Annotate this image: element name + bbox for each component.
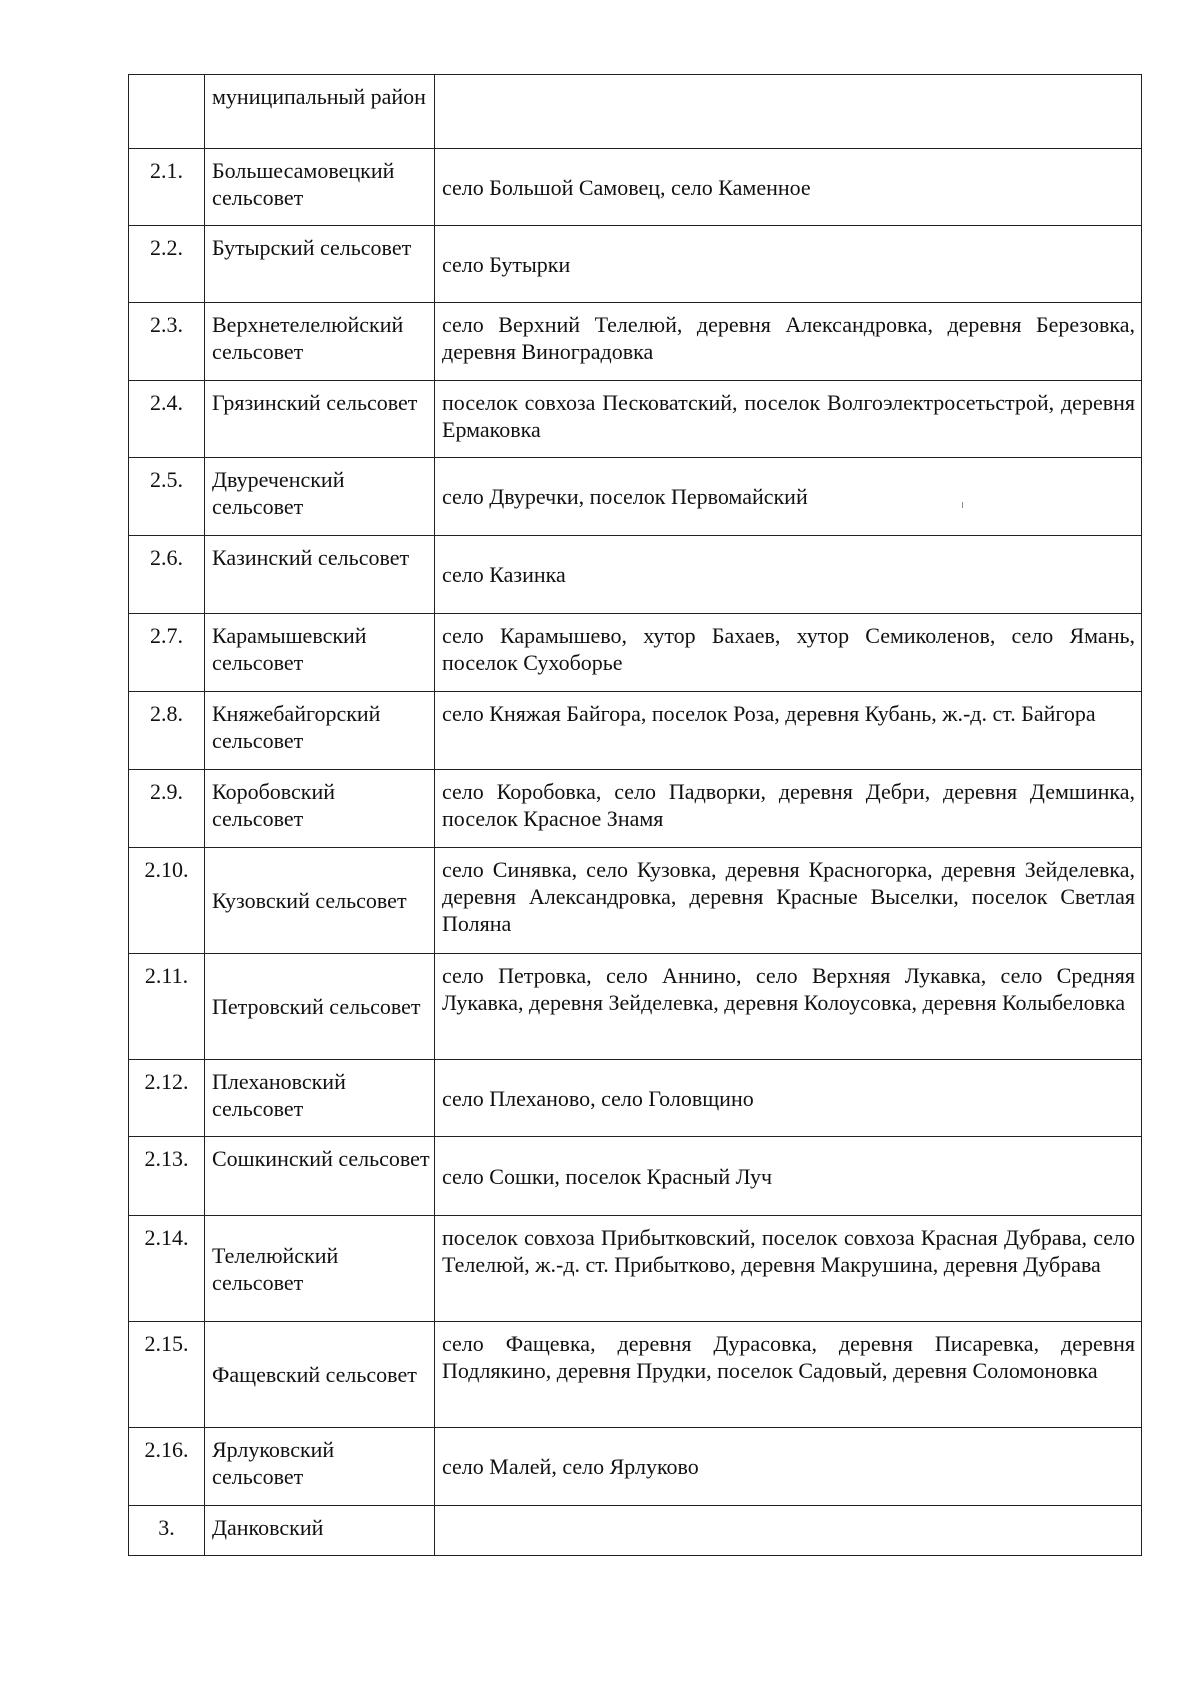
municipality-name: Карамышевский сельсовет: [205, 614, 435, 692]
table-row: [129, 1060, 1142, 1137]
municipality-name: Данковский: [205, 1506, 435, 1556]
row-number: 2.5.: [129, 458, 205, 536]
row-number: 2.7.: [129, 614, 205, 692]
table-row: [129, 1428, 1142, 1506]
municipality-name: Ярлуковский сельсовет: [205, 1428, 435, 1506]
settlements-list: село Бутырки: [435, 226, 1142, 303]
municipality-name: Коробовский сельсовет: [205, 770, 435, 848]
settlements-list: село Фащевка, деревня Дурасовка, деревня Писаревка, деревня Подлякино, деревня Прудки, поселок Садовый, деревня Соломоновка: [435, 1322, 1142, 1428]
settlements-list: село Карамышево, хутор Бахаев, хутор Семиколенов, село Ямань, поселок Сухоборье: [435, 614, 1142, 692]
municipality-name: Бутырский сельсовет: [205, 226, 435, 303]
municipality-name: Петровский сельсовет: [205, 954, 435, 1060]
table-row: [129, 381, 1142, 458]
settlements-list: село Синявка, село Кузовка, деревня Красногорка, деревня Зейделевка, деревня Александровка, деревня Красные Выселки, поселок Светлая Поляна: [435, 848, 1142, 954]
settlements-list: поселок совхоза Песковатский, поселок Волгоэлектросетьстрой, деревня Ермаковка: [435, 381, 1142, 458]
row-number: 2.4.: [129, 381, 205, 458]
settlements-list: [435, 75, 1142, 149]
row-number: 2.10.: [129, 848, 205, 954]
table-row: [129, 1137, 1142, 1216]
municipality-name: Телелюйский сельсовет: [205, 1216, 435, 1322]
municipality-name: Казинский сельсовет: [205, 536, 435, 614]
row-number: 2.6.: [129, 536, 205, 614]
row-number: 2.14.: [129, 1216, 205, 1322]
row-number: 2.9.: [129, 770, 205, 848]
settlements-list: село Большой Самовец, село Каменное: [435, 149, 1142, 226]
municipality-name: Сошкинский сельсовет: [205, 1137, 435, 1216]
row-number: 2.2.: [129, 226, 205, 303]
table-row: [129, 770, 1142, 848]
municipality-name: Княжебайгорский сельсовет: [205, 692, 435, 770]
row-number: [129, 75, 205, 149]
settlements-list: село Княжая Байгора, поселок Роза, деревня Кубань, ж.-д. ст. Байгора: [435, 692, 1142, 770]
table-row: [129, 149, 1142, 226]
settlements-list: село Двуречки, поселок Первомайский: [435, 458, 1142, 536]
row-number: 2.13.: [129, 1137, 205, 1216]
settlements-list: [435, 1506, 1142, 1556]
municipality-name: Грязинский сельсовет: [205, 381, 435, 458]
table-row: [129, 692, 1142, 770]
settlements-list: село Петровка, село Аннино, село Верхняя Лукавка, село Средняя Лукавка, деревня Зейделевка, деревня Колоусовка, деревня Колыбеловка: [435, 954, 1142, 1060]
municipality-name: Плехановский сельсовет: [205, 1060, 435, 1137]
settlements-list: село Казинка: [435, 536, 1142, 614]
municipality-name: Фащевский сельсовет: [205, 1322, 435, 1428]
municipality-name: Большесамовецкий сельсовет: [205, 149, 435, 226]
settlements-list: село Коробовка, село Падворки, деревня Дебри, деревня Демшинка, поселок Красное Знамя: [435, 770, 1142, 848]
municipality-name: Кузовский сельсовет: [205, 848, 435, 954]
row-number: 2.3.: [129, 303, 205, 381]
row-number: 2.15.: [129, 1322, 205, 1428]
municipality-name: муниципальный район: [205, 75, 435, 149]
table-row: [129, 536, 1142, 614]
row-number: 2.11.: [129, 954, 205, 1060]
row-number: 2.8.: [129, 692, 205, 770]
table-row: [129, 75, 1142, 149]
table-row: [129, 1322, 1142, 1428]
table-row: [129, 458, 1142, 536]
table-row: [129, 303, 1142, 381]
settlements-table: [128, 74, 1142, 1556]
table-row: [129, 1216, 1142, 1322]
scan-speck: [962, 502, 963, 508]
municipality-name: Верхнетелелюйский сельсовет: [205, 303, 435, 381]
row-number: 2.12.: [129, 1060, 205, 1137]
table-row: [129, 848, 1142, 954]
table-row: [129, 614, 1142, 692]
municipality-name: Двуреченский сельсовет: [205, 458, 435, 536]
settlements-list: село Плеханово, село Головщино: [435, 1060, 1142, 1137]
table-row: [129, 954, 1142, 1060]
row-number: 2.1.: [129, 149, 205, 226]
settlements-list: село Верхний Телелюй, деревня Александровка, деревня Березовка, деревня Виноградовка: [435, 303, 1142, 381]
table-row: [129, 226, 1142, 303]
settlements-list: село Малей, село Ярлуково: [435, 1428, 1142, 1506]
row-number: 2.16.: [129, 1428, 205, 1506]
table-row: [129, 1506, 1142, 1556]
settlements-list: поселок совхоза Прибытковский, поселок совхоза Красная Дубрава, село Телелюй, ж.-д. ст. Прибытково, деревня Макрушина, деревня Дубрава: [435, 1216, 1142, 1322]
settlements-list: село Сошки, поселок Красный Луч: [435, 1137, 1142, 1216]
row-number: 3.: [129, 1506, 205, 1556]
